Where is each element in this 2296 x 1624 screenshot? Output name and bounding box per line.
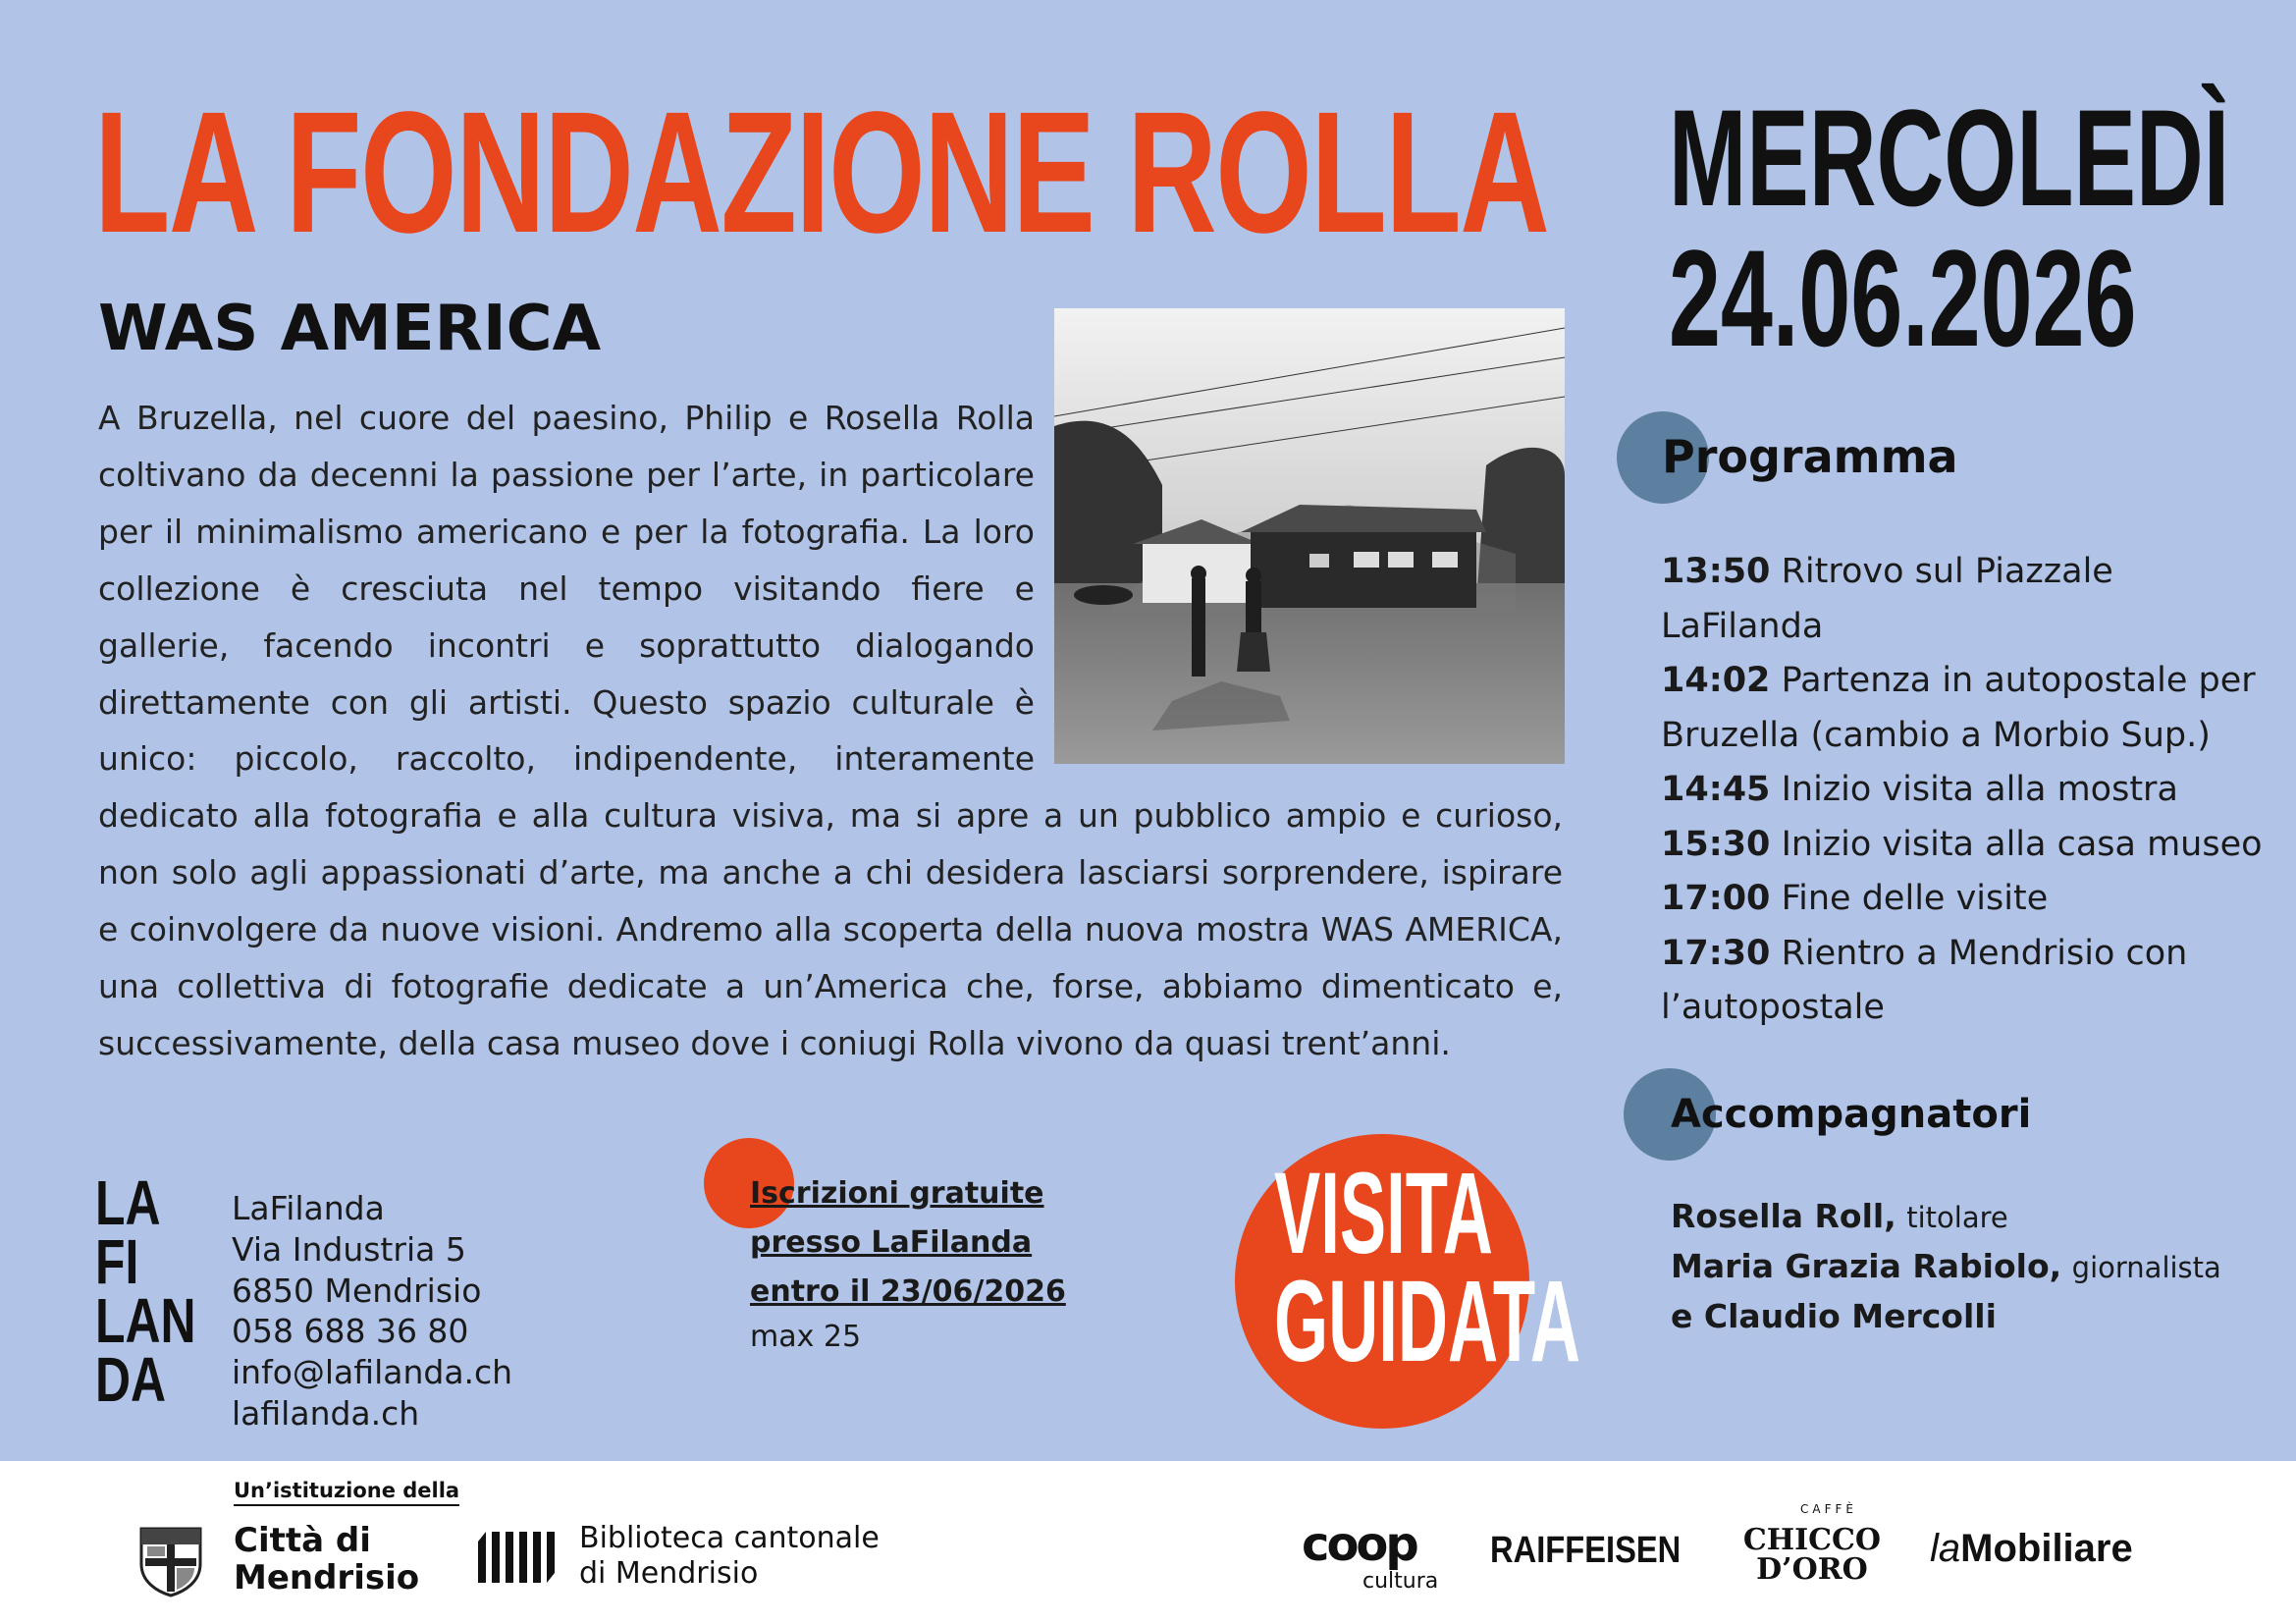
program-item: 15:30 Inizio visita alla casa museo [1661,824,2263,864]
institution-label: Un’istituzione della [234,1479,459,1506]
venue-name: LaFilanda [232,1189,385,1227]
program-item: 14:45 Inizio visita alla mostra [1661,770,2178,809]
biblioteca-logo-icon [478,1528,564,1587]
photo-spacer [1035,390,1563,773]
mendrisio-crest-icon [139,1525,202,1597]
registration-info [750,1169,1066,1358]
event-date-value: 24.06.2026 [1669,220,2137,375]
raiffeisen-logo: RAIFFEISEN [1490,1530,1682,1571]
venue-phone: 058 688 36 80 [232,1312,469,1351]
venue-street: Via Industria 5 [232,1229,466,1269]
chicco-doro-logo: CHICCO D’ORO [1742,1523,1882,1587]
la-mobiliare-logo: laMobiliare [1930,1527,2133,1570]
accompagnatori-heading: Accompagnatori [1671,1092,2032,1137]
caffe-label: CAFFÈ [1800,1502,1857,1516]
registration-line: Iscrizioni gratuite [750,1176,1044,1211]
lafilanda-logo: LA FI LAN DA [95,1167,196,1416]
companion-line: Rosella Roll, titolare [1671,1197,2008,1235]
program-list [1661,545,2269,1036]
program-item: 17:30 Rientro a Mendrisio con l’autopostale [1661,933,2188,1027]
programma-heading: Programma [1662,430,1958,483]
companions-list [1671,1192,2279,1341]
coop-logo: coop [1302,1517,1416,1572]
event-day: MERCOLEDÌ [1669,81,2230,235]
program-item: 17:00 Fine delle visite [1661,879,2049,918]
venue-email: info@lafilanda.ch [232,1353,513,1392]
companion-line: e Claudio Mercolli [1671,1297,1997,1335]
registration-line: entro il 23/06/2026 [750,1274,1066,1309]
coop-cultura-label: cultura [1362,1569,1439,1594]
registration-line: presso LaFilanda [750,1225,1033,1260]
exhibition-subtitle: WAS AMERICA [98,293,602,365]
venue-website: lafilanda.ch [232,1393,420,1433]
companion-line: Maria Grazia Rabiolo, giornalista [1671,1247,2221,1285]
description-text [98,390,1563,1072]
biblioteca-cantonale: Biblioteca cantonale di Mendrisio [579,1521,880,1591]
description-paragraph: A Bruzella, nel cuore del paesino, Philip e Rosella Rolla coltivano da decenni la passione per l’arte, in particolare per il minimalismo americano e per la fotografia. La loro collezione è cresciuta nel tempo visitando fiere e gallerie, facendo incontri e soprattutto dialogando direttamente con gli artisti. Questo spazio culturale è unico: piccolo, raccolto, indipendente, interamente dedicato alla fotografia e alla cultura visiva, ma si apre a un pubblico ampio e curioso, non solo agli appassionati d’arte, ma anche a chi desidera lasciarsi sorprendere, ispirare e coinvolgere da nuove visioni. Andremo alla scoperta della nuova mostra WAS AMERICA, una collettiva di fotografie dedicate a un’America che, forse, abbiamo dimenticato e, successivamente, della casa museo dove i coniugi Rolla vivono da quasi trent’anni. [98,399,1563,1062]
registration-max: max 25 [750,1320,862,1354]
program-item: 13:50 Ritrovo sul Piazzale LaFilanda [1661,552,2113,646]
event-date [1669,81,2230,375]
venue-city: 6850 Mendrisio [232,1271,482,1310]
visita-guidata-text: VISITA GUIDATA [1274,1149,1580,1386]
venue-address [232,1188,512,1435]
page-title: LA FONDAZIONE ROLLA [94,77,1549,269]
citta-di-mendrisio: Città di Mendrisio [234,1521,420,1597]
program-item: 14:02 Partenza in autopostale per Bruzella (cambio a Morbio Sup.) [1661,661,2256,755]
